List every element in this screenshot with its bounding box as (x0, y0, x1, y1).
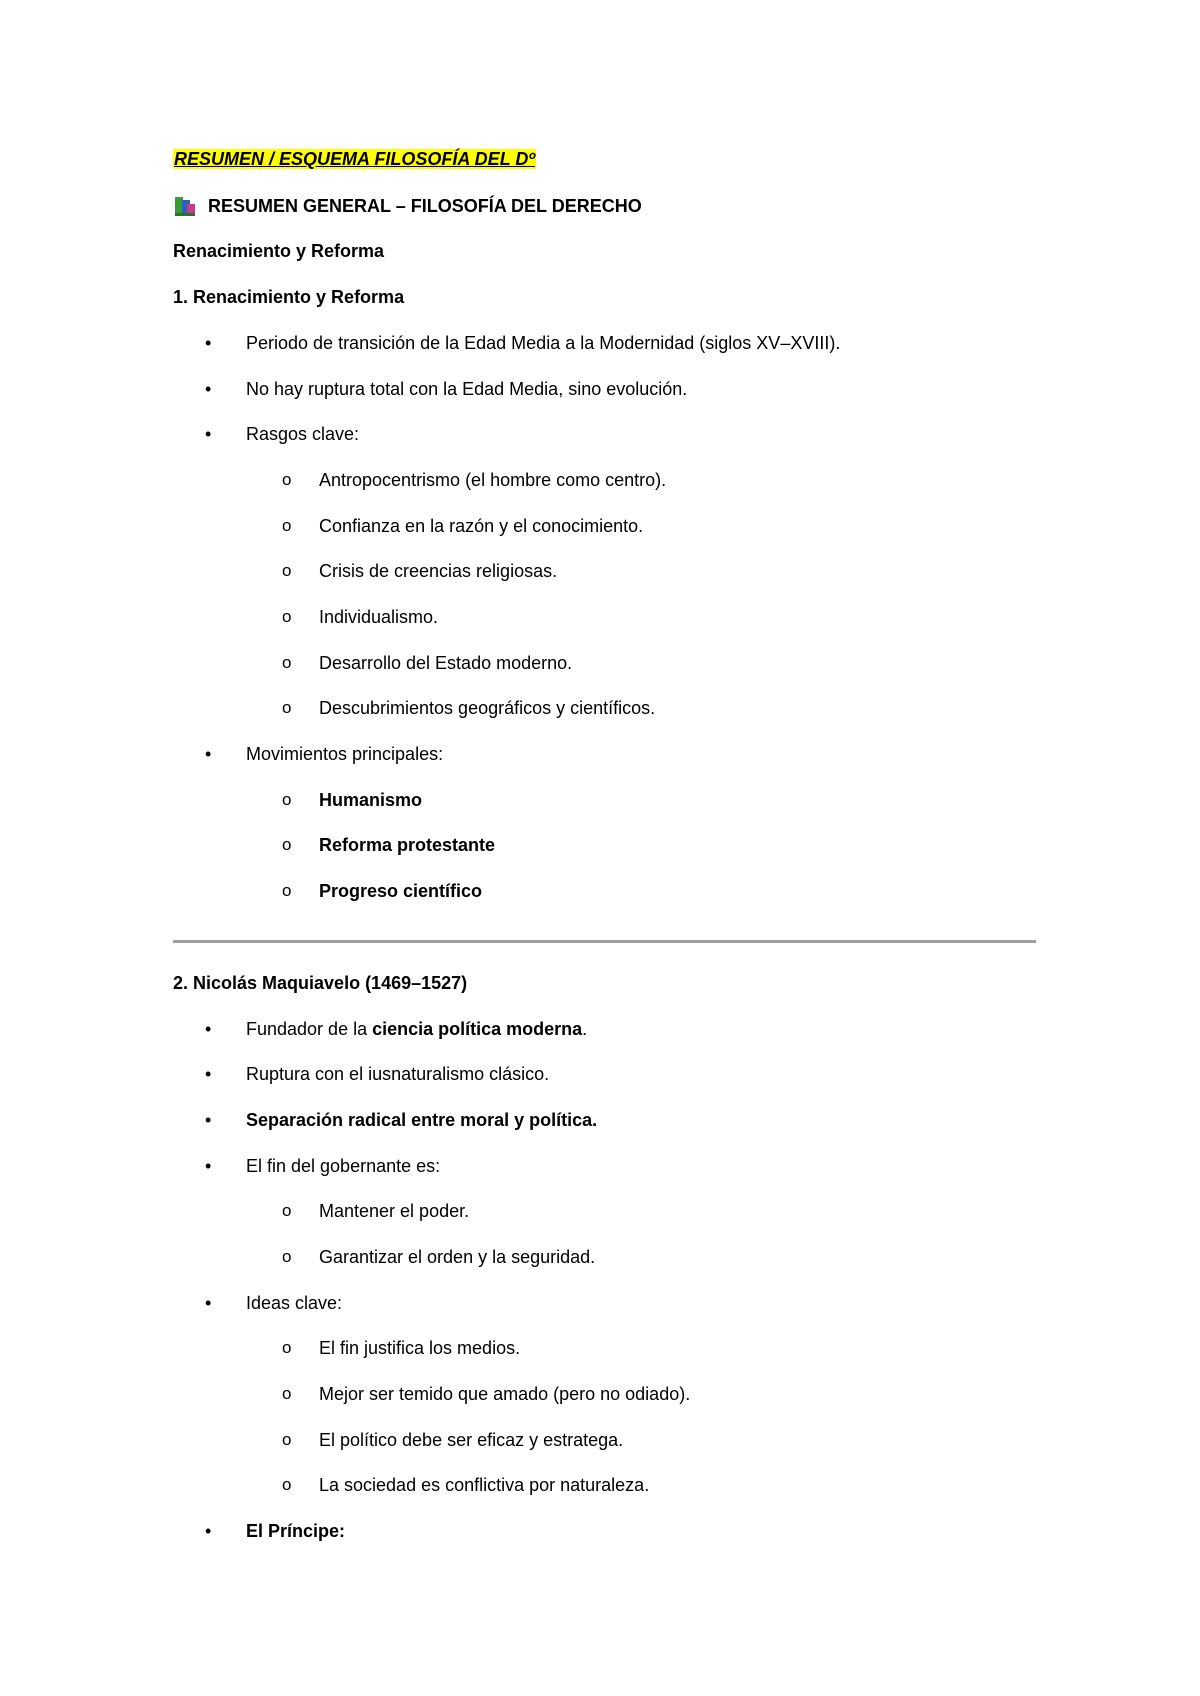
bullet-mark: • (205, 1019, 212, 1039)
sub-list-item: Descubrimientos geográficos y científicos. (319, 698, 656, 718)
list-item: Movimientos principales: (246, 744, 444, 764)
sub-bullet-mark: o (282, 653, 292, 672)
sub-bullet-mark: o (282, 835, 292, 854)
list-item-suffix: . (582, 1019, 588, 1039)
books-icon (173, 195, 197, 217)
bullet-mark: • (205, 1156, 212, 1176)
list-item: No hay ruptura total con la Edad Media, sino evolución. (246, 379, 688, 399)
sub-bullet-mark: o (282, 516, 292, 535)
emphasis-text: ciencia política moderna (372, 1019, 583, 1039)
heading-general: RESUMEN GENERAL – FILOSOFÍA DEL DERECHO (208, 196, 642, 216)
sub-list-item: Antropocentrismo (el hombre como centro). (319, 470, 667, 490)
sub-list-item: Mejor ser temido que amado (pero no odiado). (319, 1384, 691, 1404)
sub-bullet-mark: o (282, 607, 292, 626)
list-item: Ruptura con el iusnaturalismo clásico. (246, 1064, 550, 1084)
sub-bullet-mark: o (282, 1430, 292, 1449)
bullet-mark: • (205, 1064, 212, 1084)
horizontal-divider (173, 940, 1036, 943)
sub-bullet-mark: o (282, 790, 292, 809)
list-item-text: Fundador de la (246, 1019, 373, 1039)
sub-bullet-mark: o (282, 1475, 292, 1494)
list-item: El Príncipe: (246, 1521, 346, 1541)
bullet-mark: • (205, 1110, 212, 1130)
sub-list-item: Garantizar el orden y la seguridad. (319, 1247, 596, 1267)
bullet-mark: • (205, 424, 212, 444)
bullet-mark: • (205, 379, 212, 399)
subheading: Renacimiento y Reforma (173, 241, 385, 261)
sub-list-item: El político debe ser eficaz y estratega. (319, 1430, 624, 1450)
section-2-title: 2. Nicolás Maquiavelo (1469–1527) (173, 973, 468, 993)
sub-list-item: Confianza en la razón y el conocimiento. (319, 516, 644, 536)
list-item: Ideas clave: (246, 1293, 343, 1313)
list-item: Rasgos clave: (246, 424, 360, 444)
bullet-mark: • (205, 1293, 212, 1313)
sub-bullet-mark: o (282, 470, 292, 489)
document-title-text: RESUMEN / ESQUEMA FILOSOFÍA DEL Dº (174, 149, 535, 169)
list-item (246, 1018, 587, 1040)
sub-bullet-mark: o (282, 561, 292, 580)
sub-list-item: El fin justifica los medios. (319, 1338, 521, 1358)
sub-bullet-mark: o (282, 1338, 292, 1357)
list-item: Periodo de transición de la Edad Media a la Modernidad (siglos XV–XVIII). (246, 333, 841, 353)
sub-list-item: Individualismo. (319, 607, 439, 627)
sub-bullet-mark: o (282, 1201, 292, 1220)
sub-list-item: Desarrollo del Estado moderno. (319, 653, 573, 673)
bullet-mark: • (205, 1521, 212, 1541)
sub-bullet-mark: o (282, 1247, 292, 1266)
sub-list-item: Humanismo (319, 790, 423, 810)
section-1-title: 1. Renacimiento y Reforma (173, 287, 405, 307)
sub-list-item: La sociedad es conflictiva por naturaleza. (319, 1475, 650, 1495)
bullet-mark: • (205, 333, 212, 353)
sub-list-item: Mantener el poder. (319, 1201, 470, 1221)
sub-bullet-mark: o (282, 1384, 292, 1403)
sub-bullet-mark: o (282, 698, 292, 717)
list-item: El fin del gobernante es: (246, 1156, 441, 1176)
list-item: Separación radical entre moral y política. (246, 1110, 598, 1130)
sub-list-item: Crisis de creencias religiosas. (319, 561, 558, 581)
sub-list-item: Progreso científico (319, 881, 483, 901)
sub-list-item: Reforma protestante (319, 835, 496, 855)
sub-bullet-mark: o (282, 881, 292, 900)
bullet-mark: • (205, 744, 212, 764)
document-title (173, 148, 536, 170)
